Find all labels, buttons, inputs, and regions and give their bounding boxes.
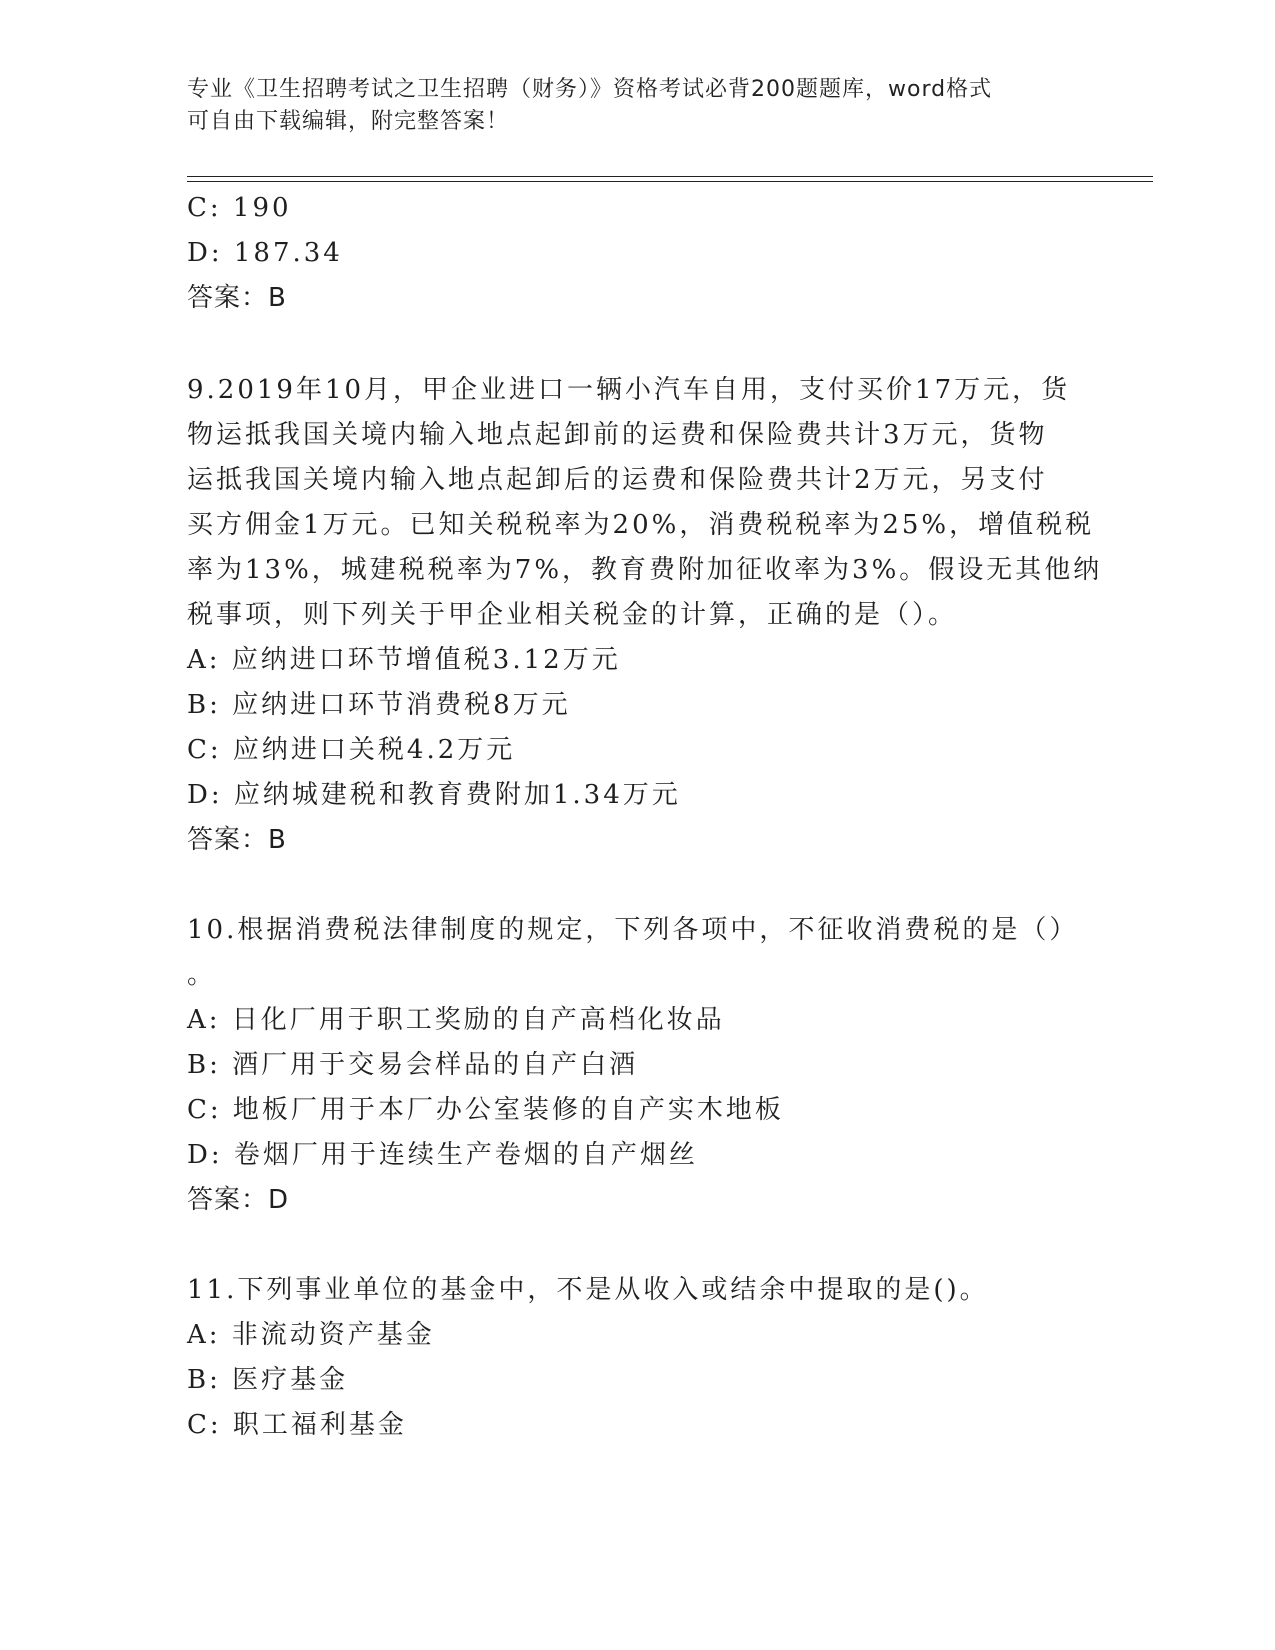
q10-stem-line-1: 10.根据消费税法律制度的规定，下列各项中，不征收消费税的是（） xyxy=(187,915,1079,945)
q9-option-b: B: 应纳进口环节消费税8万元 xyxy=(187,690,571,720)
q8-option-d: D: 187.34 xyxy=(187,238,343,268)
q10-answer: 答案：D xyxy=(187,1185,290,1215)
q8-answer: 答案：B xyxy=(187,283,287,313)
q9-option-a: A: 应纳进口环节增值税3.12万元 xyxy=(187,645,621,675)
q8-option-c: C: 190 xyxy=(187,193,292,223)
q9-stem-line-1: 9.2019年10月，甲企业进口一辆小汽车自用，支付买价17万元，货 xyxy=(187,375,1071,405)
q9-option-c: C: 应纳进口关税4.2万元 xyxy=(187,735,516,765)
q10-option-d: D: 卷烟厂用于连续生产卷烟的自产烟丝 xyxy=(187,1140,698,1170)
q11-option-a: A: 非流动资产基金 xyxy=(187,1320,435,1350)
q10-option-b: B: 酒厂用于交易会样品的自产白酒 xyxy=(187,1050,639,1080)
q9-answer: 答案：B xyxy=(187,825,287,855)
q11-option-c: C: 职工福利基金 xyxy=(187,1410,407,1440)
q10-option-a: A: 日化厂用于职工奖励的自产高档化妆品 xyxy=(187,1005,725,1035)
q10-stem-line-2: 。 xyxy=(187,960,217,990)
q10-option-c: C: 地板厂用于本厂办公室装修的自产实木地板 xyxy=(187,1095,784,1125)
header-divider-bottom xyxy=(187,181,1153,182)
header-divider-top xyxy=(187,176,1153,177)
q11-option-b: B: 医疗基金 xyxy=(187,1365,349,1395)
header-line-1: 专业《卫生招聘考试之卫生招聘（财务）》资格考试必背200题题库，word格式 xyxy=(187,77,993,102)
q9-stem-line-2: 物运抵我国关境内输入地点起卸前的运费和保险费共计3万元，货物 xyxy=(187,420,1048,450)
q9-stem-line-6: 税事项，则下列关于甲企业相关税金的计算，正确的是（）。 xyxy=(187,600,958,630)
header-line-2: 可自由下载编辑，附完整答案！ xyxy=(187,109,510,134)
q11-stem-line-1: 11.下列事业单位的基金中，不是从收入或结余中提取的是()。 xyxy=(187,1275,989,1305)
q9-stem-line-5: 率为13%，城建税税率为7%，教育费附加征收率为3%。假设无其他纳 xyxy=(187,555,1103,585)
q9-stem-line-4: 买方佣金1万元。已知关税税率为20%，消费税税率为25%，增值税税 xyxy=(187,510,1095,540)
document-header xyxy=(187,74,1087,138)
q9-stem-line-3: 运抵我国关境内输入地点起卸后的运费和保险费共计2万元，另支付 xyxy=(187,465,1048,495)
q9-option-d: D: 应纳城建税和教育费附加1.34万元 xyxy=(187,780,681,810)
